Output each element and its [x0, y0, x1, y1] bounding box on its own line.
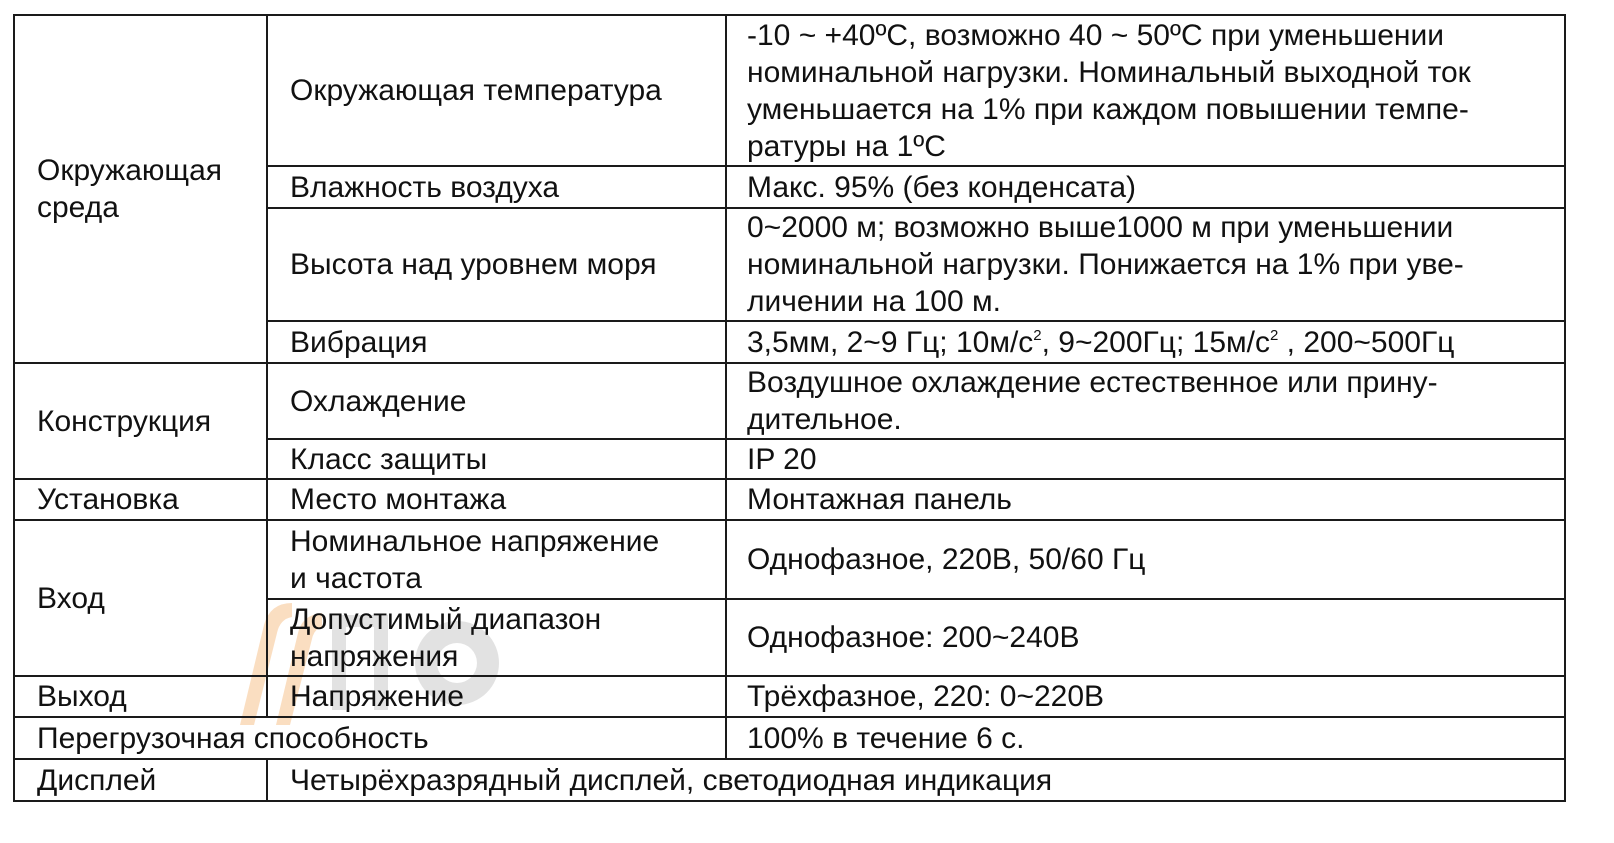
specifications-table [13, 14, 1566, 802]
category-output: Выход [14, 676, 267, 717]
value-voltage-range: Однофазное: 200~240В [726, 599, 1565, 676]
param-vibration: Вибрация [267, 321, 726, 363]
table-row [14, 759, 1565, 801]
vibration-text-2: , 9~200Гц; 15м/с [1041, 325, 1270, 359]
vibration-text-3: , 200~500Гц [1278, 325, 1455, 359]
value-output-voltage: Трёхфазное, 220: 0~220В [726, 676, 1565, 717]
value-protection: IP 20 [726, 439, 1565, 479]
value-overload: 100% в течение 6 с. [726, 717, 1565, 759]
value-vibration [726, 321, 1565, 363]
value-temperature: -10 ~ +40ºC, возможно 40 ~ 50ºC при уменьшении номинальной нагрузки. Номинальный выходной ток уменьшается на 1% при каждом повышении темпе- ратуры на 1ºC [726, 15, 1565, 166]
category-installation: Установка [14, 479, 267, 520]
category-display: Дисплей [14, 759, 267, 801]
value-altitude: 0~2000 м; возможно выше1000 м при уменьшении номинальной нагрузки. Понижается на 1% при уве- личении на 100 м. [726, 208, 1565, 321]
value-cooling: Воздушное охлаждение естественное или прину- дительное. [726, 363, 1565, 439]
table-row [14, 520, 1565, 599]
table-row [14, 676, 1565, 717]
param-altitude: Высота над уровнем моря [267, 208, 726, 321]
param-protection: Класс защиты [267, 439, 726, 479]
table-row [14, 15, 1565, 166]
param-temperature: Окружающая температура [267, 15, 726, 166]
param-humidity: Влажность воздуха [267, 166, 726, 208]
param-voltage-range: Допустимый диапазон напряжения [267, 599, 726, 676]
value-humidity: Макс. 95% (без конденсата) [726, 166, 1565, 208]
vibration-sup-1: 2 [1033, 326, 1042, 344]
vibration-text-1: 3,5мм, 2~9 Гц; 10м/с [747, 325, 1034, 359]
category-environment: Окружающая среда [14, 15, 267, 363]
category-construction: Конструкция [14, 363, 267, 479]
value-mounting: Монтажная панель [726, 479, 1565, 520]
value-display: Четырёхразрядный дисплей, светодиодная индикация [267, 759, 1565, 801]
param-mounting: Место монтажа [267, 479, 726, 520]
table-row [14, 363, 1565, 439]
category-input: Вход [14, 520, 267, 676]
table-row [14, 717, 1565, 759]
table-row [14, 479, 1565, 520]
param-rated-voltage: Номинальное напряжение и частота [267, 520, 726, 599]
category-overload: Перегрузочная способность [14, 717, 726, 759]
vibration-sup-2: 2 [1269, 326, 1279, 344]
param-cooling: Охлаждение [267, 363, 726, 439]
param-output-voltage: Напряжение [267, 676, 726, 717]
value-rated-voltage: Однофазное, 220В, 50/60 Гц [726, 520, 1565, 599]
